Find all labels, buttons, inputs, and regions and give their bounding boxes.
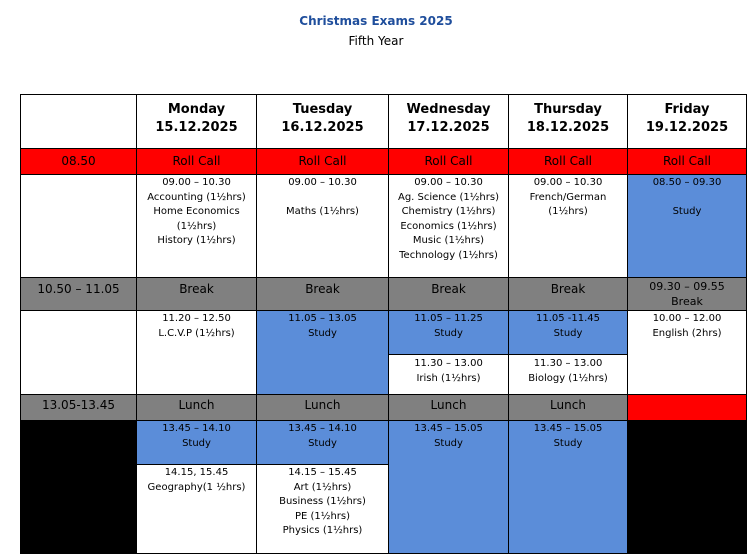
lunch-monday: Lunch xyxy=(136,394,257,421)
blocked-cell xyxy=(627,420,747,554)
lunch-tuesday: Lunch xyxy=(256,394,389,421)
day-date: 19.12.2025 xyxy=(645,120,729,135)
slot-tuesday-study xyxy=(256,420,389,465)
slot-time: 09.00 – 10.30 xyxy=(288,177,357,188)
exam-subject: Music (1½hrs) xyxy=(412,235,485,246)
exam-duration: (1½hrs) xyxy=(548,206,588,217)
break-friday-time: 09.30 – 09.55 xyxy=(649,280,725,293)
slot-wednesday-afternoon xyxy=(388,420,509,554)
exam-subject: Chemistry (1½hrs) xyxy=(401,206,496,217)
spacer xyxy=(257,191,388,206)
slot-time: 10.00 – 12.00 xyxy=(652,313,722,324)
time-cell-empty xyxy=(20,174,137,278)
day-header-thursday xyxy=(508,94,628,149)
roll-call-monday: Roll Call xyxy=(136,148,257,175)
page-title: Christmas Exams 2025 xyxy=(299,14,453,28)
day-name: Tuesday xyxy=(292,102,353,117)
break-thursday: Break xyxy=(508,277,628,311)
slot-time: 11.05 – 13.05 xyxy=(288,313,357,324)
time-cell-empty xyxy=(20,310,137,395)
slot-monday-morning xyxy=(136,174,257,278)
slot-thursday-morning xyxy=(508,174,628,278)
roll-call-tuesday: Roll Call xyxy=(256,148,389,175)
exam-subject: Accounting (1½hrs) xyxy=(147,191,246,203)
exam-subject: Technology (1½hrs) xyxy=(399,249,498,261)
break-tuesday: Break xyxy=(256,277,389,311)
day-date: 18.12.2025 xyxy=(526,120,610,135)
study-label: Study xyxy=(553,437,583,449)
study-label: Study xyxy=(308,437,337,449)
slot-wednesday-morning xyxy=(388,174,509,278)
slot-wednesday-study xyxy=(388,310,509,355)
corner-cell xyxy=(20,94,137,149)
slot-monday-midday xyxy=(136,310,257,395)
break-wednesday: Break xyxy=(388,277,509,311)
slot-thursday-study xyxy=(508,310,628,355)
page-subtitle: Fifth Year xyxy=(348,34,404,48)
day-header-wednesday xyxy=(388,94,509,149)
day-date: 17.12.2025 xyxy=(407,120,490,135)
slot-time: 09.00 – 10.30 xyxy=(414,177,483,188)
exam-subject: French/German xyxy=(529,191,607,203)
lunch-time: 13.05-13.45 xyxy=(20,394,137,421)
lunch-thursday: Lunch xyxy=(508,394,628,421)
exam-subject: Ag. Science (1½hrs) xyxy=(397,191,499,203)
day-header-friday xyxy=(627,94,747,149)
slot-time: 13.45 – 14.10 xyxy=(162,423,231,434)
break-friday xyxy=(627,277,747,311)
exam-subject: English (2hrs) xyxy=(652,327,722,339)
slot-thursday-afternoon xyxy=(508,420,628,554)
slot-time: 14.15, 15.45 xyxy=(164,467,229,478)
slot-time: 14.15 – 15.45 xyxy=(288,467,357,478)
slot-friday-morning xyxy=(627,174,747,278)
break-monday: Break xyxy=(136,277,257,311)
day-header-tuesday xyxy=(256,94,389,149)
spacer xyxy=(628,191,746,206)
exam-subject: Business (1½hrs) xyxy=(279,496,366,507)
slot-time: 11.05 -11.45 xyxy=(535,313,601,324)
exam-subject: PE (1½hrs) xyxy=(294,510,351,522)
slot-time: 11.30 – 13.00 xyxy=(533,358,603,369)
day-header-monday xyxy=(136,94,257,149)
study-label: Study xyxy=(672,206,702,217)
slot-time: 13.45 – 15.05 xyxy=(533,423,603,434)
slot-time: 09.00 – 10.30 xyxy=(533,177,603,188)
slot-monday-study xyxy=(136,420,257,465)
day-name: Wednesday xyxy=(406,102,491,117)
exam-subject: Irish (1½hrs) xyxy=(416,372,481,384)
roll-call-thursday: Roll Call xyxy=(508,148,628,175)
roll-call-friday: Roll Call xyxy=(627,148,747,175)
exam-duration: (1½hrs) xyxy=(176,220,217,232)
slot-tuesday-midday xyxy=(256,310,389,395)
slot-time: 11.05 – 11.25 xyxy=(414,313,483,324)
study-label: Study xyxy=(553,327,583,339)
day-name: Thursday xyxy=(534,102,602,117)
exam-subject: History (1½hrs) xyxy=(157,235,236,246)
roll-call-time: 08.50 xyxy=(20,148,137,175)
roll-call-wednesday: Roll Call xyxy=(388,148,509,175)
slot-wednesday-midday xyxy=(388,354,509,395)
study-label: Study xyxy=(182,437,211,449)
blocked-cell xyxy=(20,420,137,554)
slot-tuesday-morning xyxy=(256,174,389,278)
exam-subject: Art (1½hrs) xyxy=(293,481,352,493)
exam-subject: Maths (1½hrs) xyxy=(286,206,359,217)
study-label: Study xyxy=(308,327,337,339)
exam-subject: Economics (1½hrs) xyxy=(400,220,497,232)
lunch-friday xyxy=(627,394,747,421)
slot-time: 11.20 – 12.50 xyxy=(162,313,231,324)
study-label: Study xyxy=(434,327,463,339)
exam-subject: L.C.V.P (1½hrs) xyxy=(158,327,235,339)
day-name: Monday xyxy=(167,102,226,117)
slot-thursday-midday xyxy=(508,354,628,395)
exam-subject: Geography(1 ½hrs) xyxy=(147,481,246,493)
lunch-wednesday: Lunch xyxy=(388,394,509,421)
slot-tuesday-afternoon xyxy=(256,464,389,554)
study-label: Study xyxy=(434,437,463,449)
slot-friday-midday xyxy=(627,310,747,395)
slot-time: 11.30 – 13.00 xyxy=(414,358,483,369)
slot-time: 09.00 – 10.30 xyxy=(162,177,231,188)
break-time: 10.50 – 11.05 xyxy=(20,277,137,311)
day-name: Friday xyxy=(664,102,710,117)
slot-monday-afternoon xyxy=(136,464,257,554)
slot-time: 13.45 – 15.05 xyxy=(414,423,483,434)
exam-subject: Home Economics xyxy=(153,206,240,217)
break-friday-label: Break xyxy=(671,295,703,308)
exam-subject: Biology (1½hrs) xyxy=(528,372,608,384)
exam-subject: Physics (1½hrs) xyxy=(282,525,363,536)
day-date: 15.12.2025 xyxy=(155,120,238,135)
slot-time: 08.50 – 09.30 xyxy=(652,177,722,188)
slot-time: 13.45 – 14.10 xyxy=(288,423,357,434)
day-date: 16.12.2025 xyxy=(281,120,364,135)
